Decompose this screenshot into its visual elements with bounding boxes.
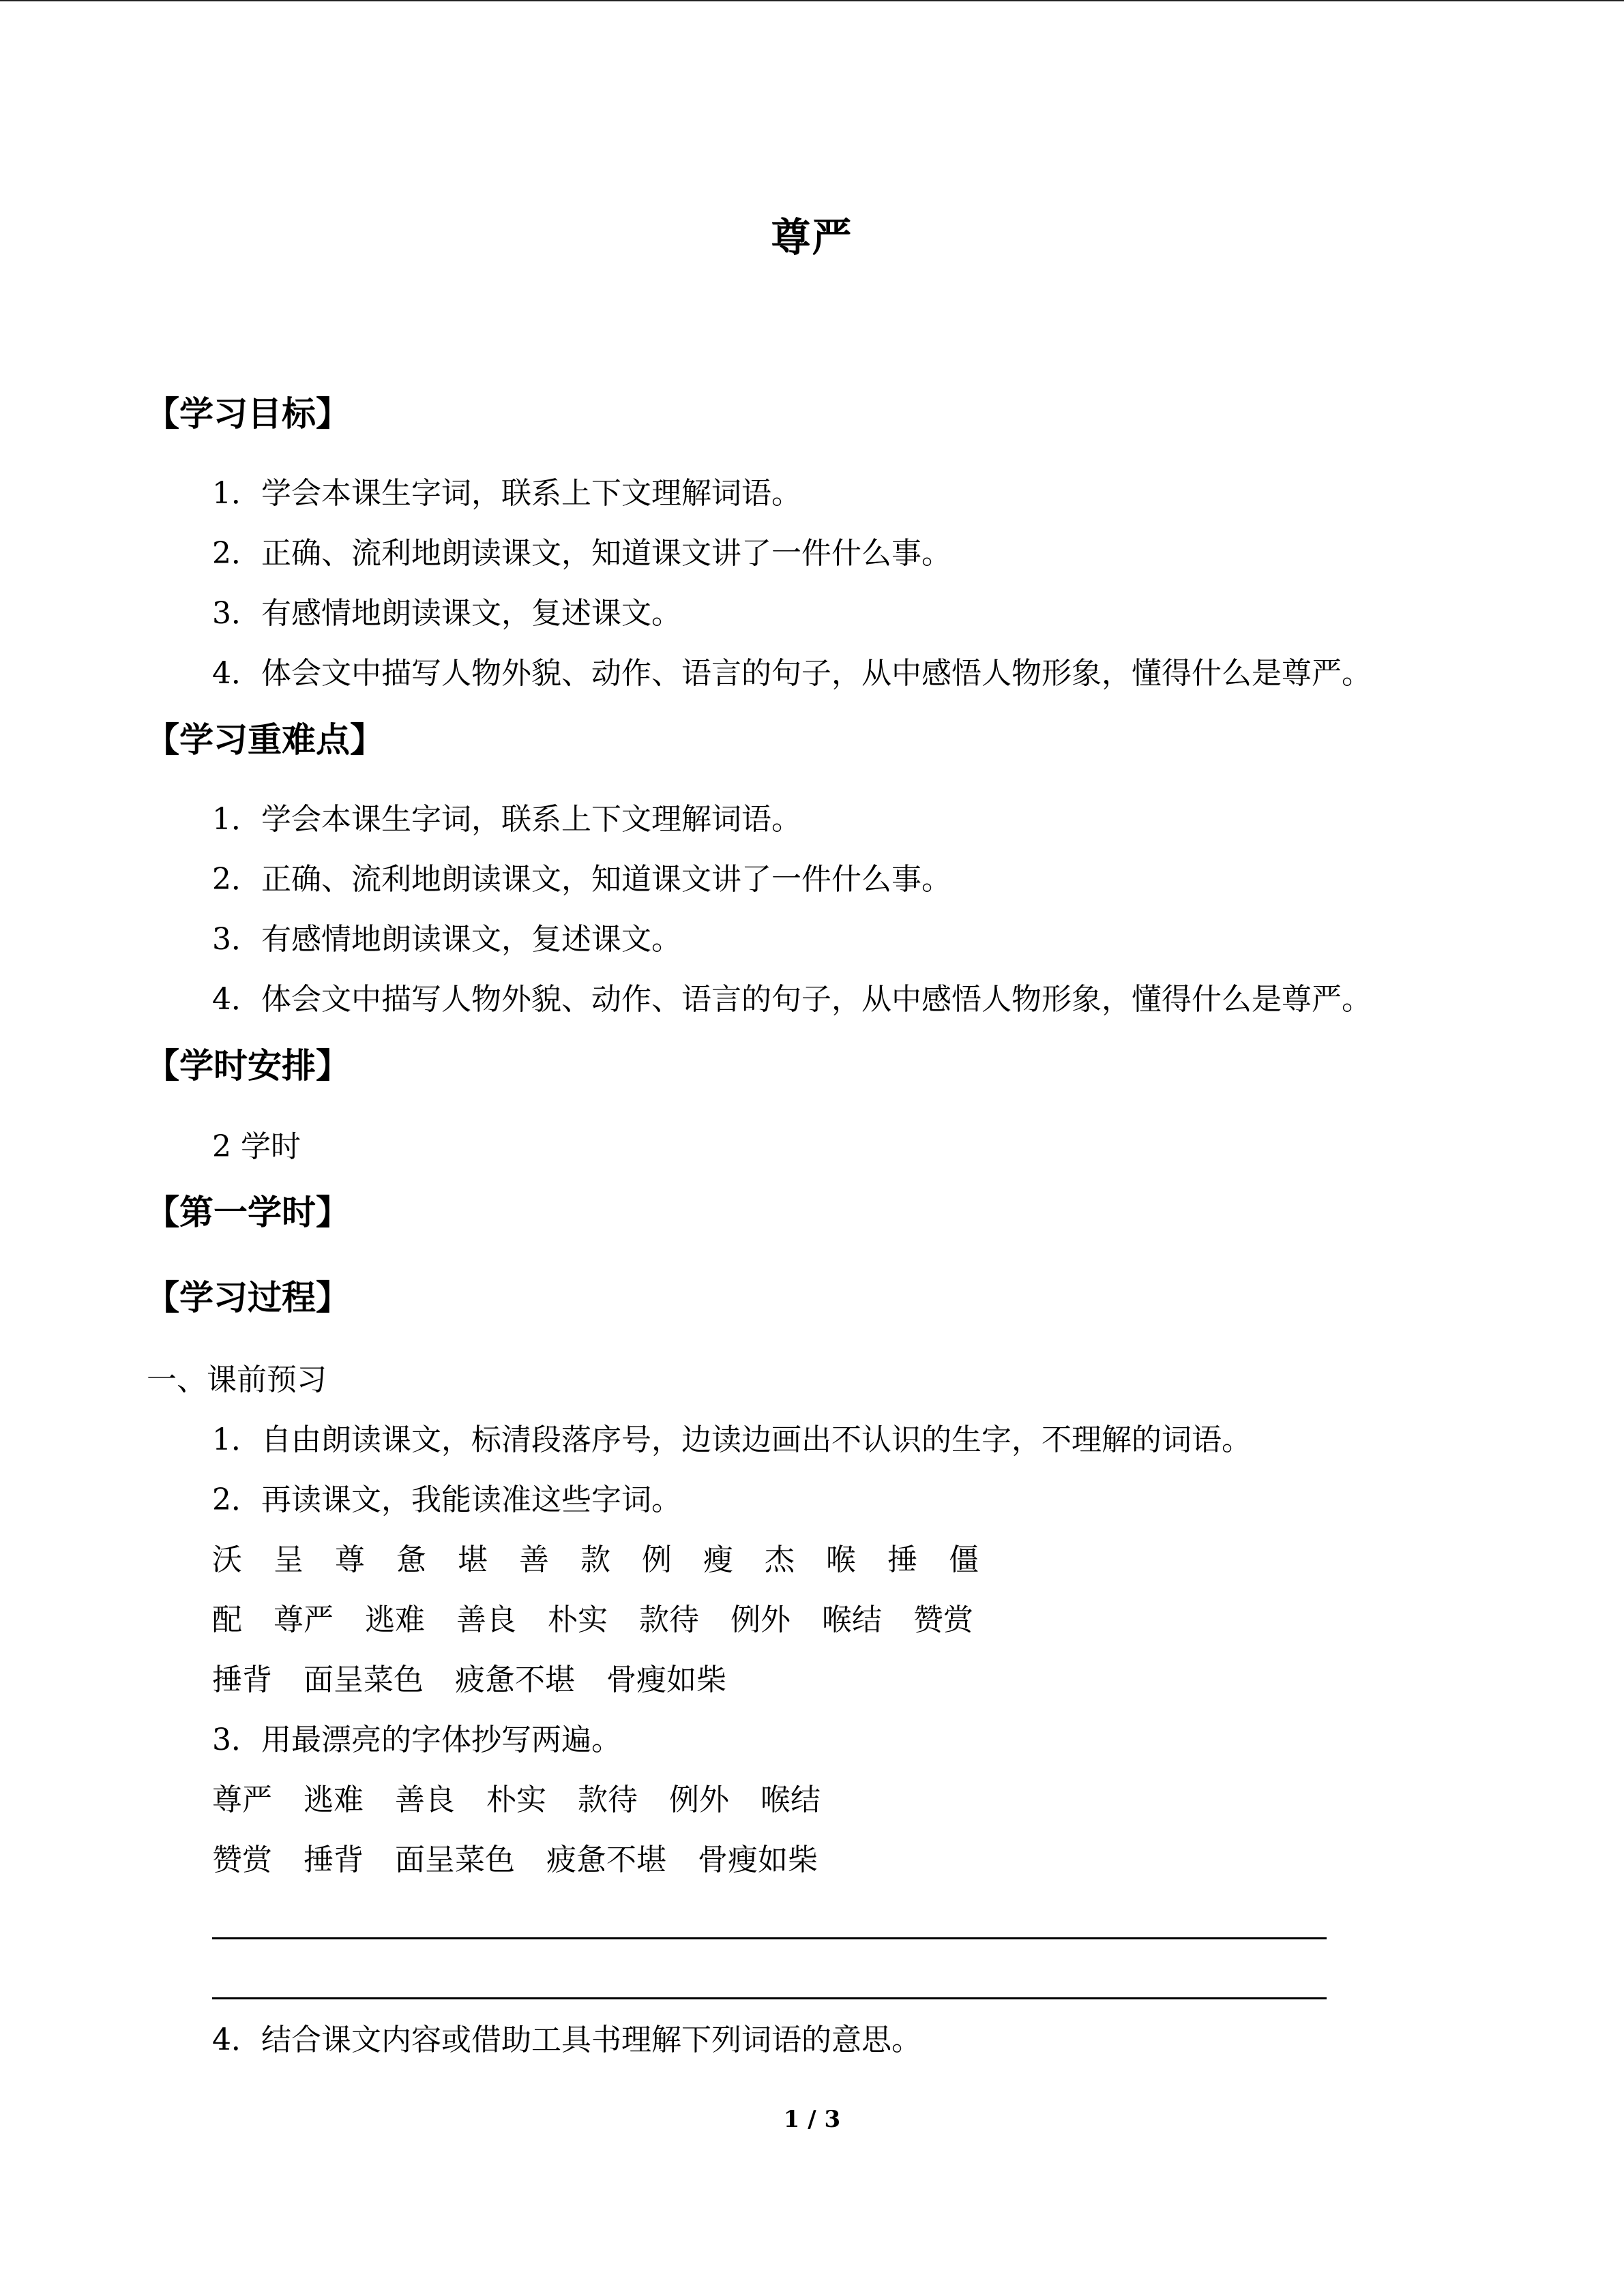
char-item: 款 (580, 1542, 610, 1577)
writing-line-1 (212, 1937, 1327, 1939)
copy-word: 捶背 (304, 1843, 364, 1877)
key-point-item-4: 4．体会文中描写人物外貌、动作、语言的句子，从中感悟人物形象，懂得什么是尊严。 (212, 982, 1372, 1017)
goal-item-2: 2．正确、流利地朗读课文，知道课文讲了一件什么事。 (212, 536, 951, 571)
copy-word: 疲惫不堪 (546, 1843, 666, 1877)
word-item: 善良 (456, 1602, 516, 1637)
key-point-item-2: 2．正确、流利地朗读课文，知道课文讲了一件什么事。 (212, 862, 951, 897)
word-item: 赞赏 (913, 1602, 973, 1637)
step-2: 2．再读课文，我能读准这些字词。 (212, 1482, 681, 1517)
heading-goals: 【学习目标】 (145, 393, 350, 434)
page-number: 1 / 3 (783, 2106, 841, 2133)
step-3: 3．用最漂亮的字体抄写两遍。 (212, 1723, 621, 1757)
page-title: 尊严 (771, 214, 853, 260)
char-item: 僵 (949, 1542, 979, 1577)
word-item: 朴实 (548, 1602, 608, 1637)
char-item: 沃 (212, 1542, 242, 1577)
word-item: 疲惫不堪 (455, 1663, 575, 1697)
word-item: 尊严 (274, 1602, 334, 1637)
top-border (0, 0, 1624, 1)
copy-list-b (212, 1840, 849, 1881)
copy-word: 赞赏 (212, 1843, 272, 1877)
goal-item-3: 3．有感情地朗读课文，复述课文。 (212, 596, 681, 631)
heading-key-points: 【学习重难点】 (145, 719, 384, 760)
goal-item-4: 4．体会文中描写人物外貌、动作、语言的句子，从中感悟人物形象，懂得什么是尊严。 (212, 656, 1372, 691)
char-list (212, 1540, 1010, 1581)
copy-word: 善良 (395, 1783, 455, 1817)
part-one-label: 一、课前预习 (147, 1362, 327, 1397)
char-item: 惫 (396, 1542, 426, 1577)
copy-word: 骨瘦如柴 (698, 1843, 818, 1877)
heading-process: 【学习过程】 (145, 1277, 350, 1317)
copy-word: 喉结 (761, 1783, 821, 1817)
word-item: 款待 (639, 1602, 699, 1637)
writing-line-2 (212, 1997, 1327, 1999)
word-list-a (212, 1600, 1005, 1641)
char-item: 堪 (458, 1542, 488, 1577)
char-item: 瘦 (703, 1542, 733, 1577)
heading-first-period: 【第一学时】 (145, 1192, 350, 1232)
copy-word: 尊严 (212, 1783, 272, 1817)
char-item: 喉 (826, 1542, 856, 1577)
char-item: 例 (642, 1542, 672, 1577)
copy-word: 逃难 (304, 1783, 364, 1817)
key-point-item-1: 1．学会本课生字词，联系上下文理解词语。 (212, 802, 801, 837)
word-item: 捶背 (212, 1663, 272, 1697)
step-4: 4．结合课文内容或借助工具书理解下列词语的意思。 (212, 2023, 921, 2057)
word-item: 例外 (730, 1602, 791, 1637)
copy-word: 面呈菜色 (395, 1843, 515, 1877)
word-list-b (212, 1660, 758, 1701)
heading-schedule: 【学时安排】 (145, 1045, 350, 1086)
copy-word: 款待 (578, 1783, 638, 1817)
word-item: 喉结 (822, 1602, 882, 1637)
char-item: 杰 (765, 1542, 795, 1577)
key-point-item-3: 3．有感情地朗读课文，复述课文。 (212, 922, 681, 957)
copy-word: 例外 (669, 1783, 729, 1817)
char-item: 尊 (335, 1542, 365, 1577)
word-item: 骨瘦如柴 (606, 1663, 726, 1697)
copy-word: 朴实 (486, 1783, 546, 1817)
schedule-text: 2 学时 (212, 1129, 301, 1164)
word-item: 配 (212, 1602, 242, 1637)
word-item: 逃难 (365, 1602, 425, 1637)
word-item: 面呈菜色 (304, 1663, 424, 1697)
char-item: 善 (519, 1542, 549, 1577)
copy-list-a (212, 1780, 852, 1821)
char-item: 呈 (274, 1542, 304, 1577)
char-item: 捶 (887, 1542, 917, 1577)
goal-item-1: 1．学会本课生字词，联系上下文理解词语。 (212, 476, 801, 511)
step-1: 1．自由朗读课文，标清段落序号，边读边画出不认识的生字，不理解的词语。 (212, 1422, 1252, 1457)
